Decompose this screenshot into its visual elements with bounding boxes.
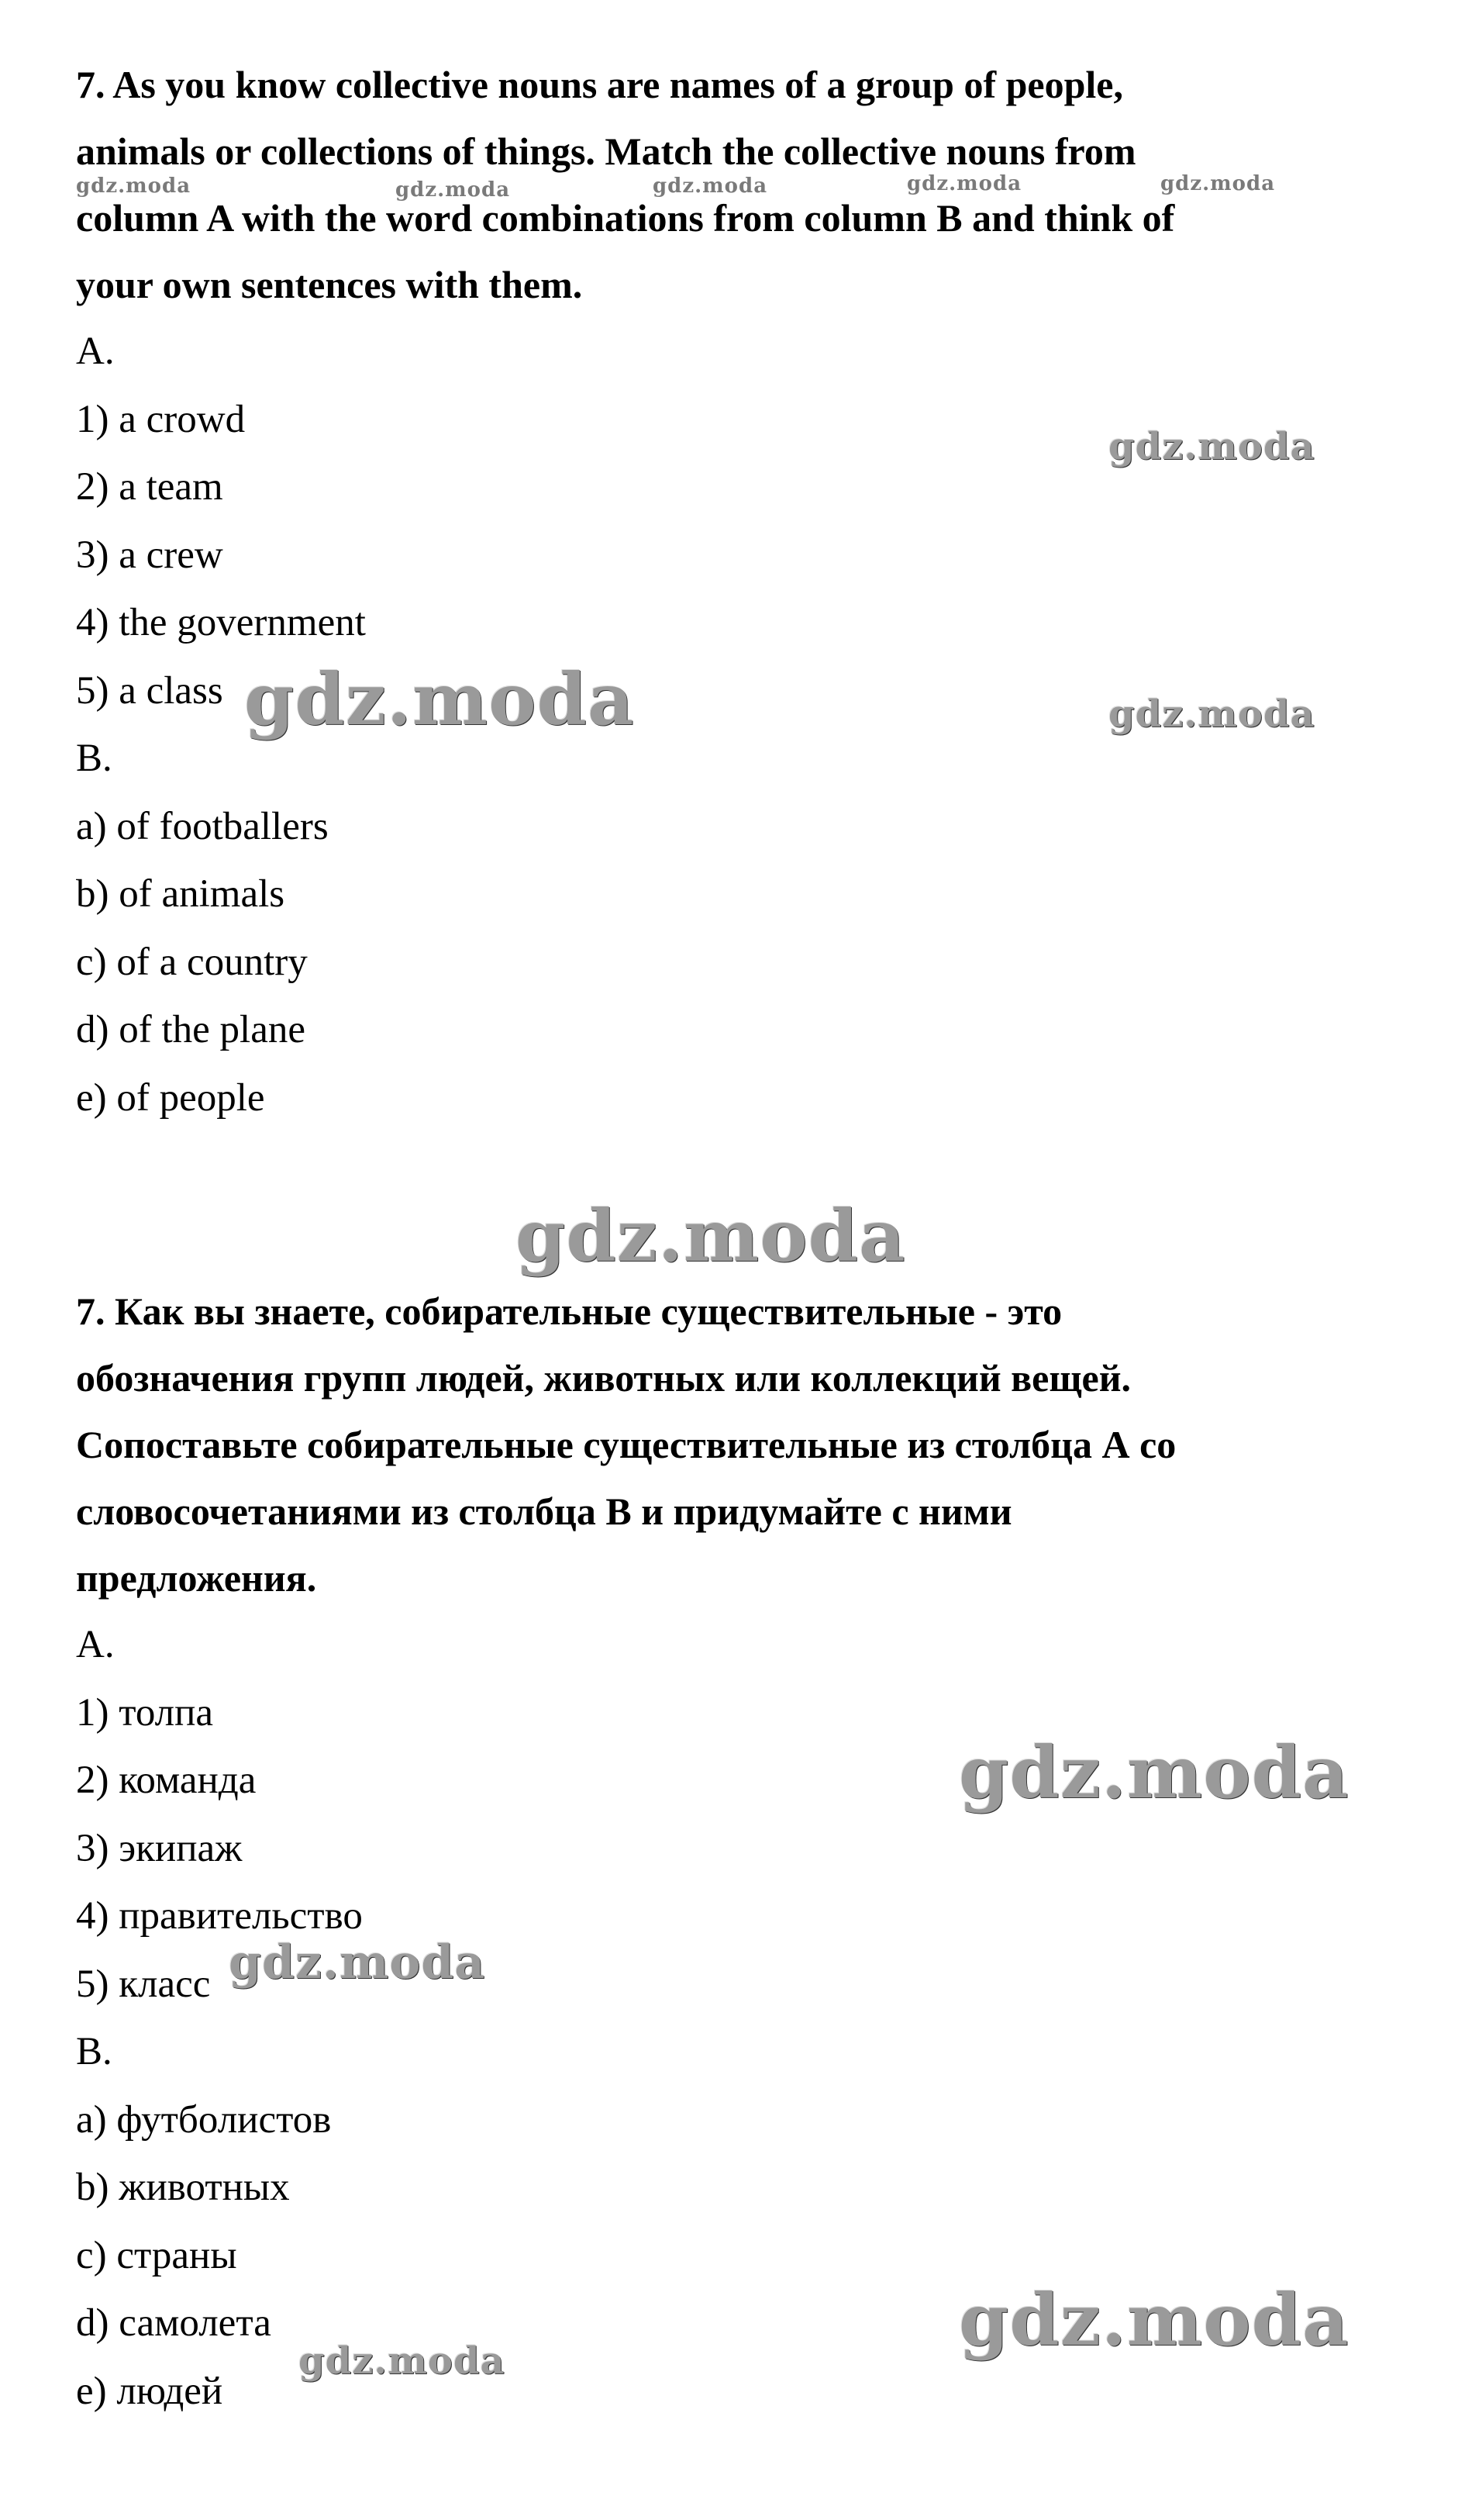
column-b-item: b) животных xyxy=(76,2166,290,2209)
column-a-item: 5) класс xyxy=(76,1962,211,2006)
task-line: словосочетаниями из столбца B и придумайте с ними xyxy=(76,1490,1012,1533)
column-b-item: e) of people xyxy=(76,1075,265,1120)
column-b-item: a) of footballers xyxy=(76,804,329,848)
task-line: column A with the word combinations from column B and think of xyxy=(76,196,1175,240)
column-b-item: d) of the plane xyxy=(76,1008,305,1051)
column-b-item: b) of animals xyxy=(76,872,285,916)
task-line: 7. Как вы знаете, собирательные существительные - это xyxy=(76,1289,1063,1333)
column-a-item: 1) a crowd xyxy=(76,397,246,441)
column-b-item: d) самолета xyxy=(76,2301,271,2345)
column-b-item: a) футболистов xyxy=(76,2097,332,2142)
column-a-item: 5) a class xyxy=(76,668,223,713)
task-line: предложения. xyxy=(76,1556,317,1600)
column-b-item: c) of a country xyxy=(76,940,308,984)
column-a-item: 3) экипаж xyxy=(76,1826,243,1870)
column-a-item: 3) a crew xyxy=(76,533,223,577)
column-a-item: 1) толпа xyxy=(76,1690,214,1735)
watermark: gdz.moda xyxy=(959,1731,1349,1814)
watermark: gdz.moda xyxy=(1108,425,1315,468)
watermark: gdz.moda xyxy=(298,2339,505,2383)
watermark: gdz.moda xyxy=(244,658,635,741)
watermark: gdz.moda xyxy=(653,174,768,198)
watermark: gdz.moda xyxy=(395,178,511,202)
column-b-label: B. xyxy=(76,2030,112,2073)
column-b-item: e) людей xyxy=(76,2369,223,2413)
column-b-item: c) страны xyxy=(76,2233,237,2277)
column-a-item: 4) правительство xyxy=(76,1894,363,1938)
watermark: gdz.moda xyxy=(1108,692,1315,736)
watermark: gdz.moda xyxy=(229,1935,486,1990)
watermark: gdz.moda xyxy=(959,2278,1349,2362)
watermark: gdz.moda xyxy=(515,1194,906,1278)
task-line: Сопоставьте собирательные существительные из столбца А со xyxy=(76,1423,1177,1466)
column-a-item: 4) the government xyxy=(76,601,366,644)
watermark: gdz.moda xyxy=(907,172,1022,195)
task-line: animals or collections of things. Match the collective nouns from xyxy=(76,129,1136,173)
russian-section xyxy=(76,1278,1394,2425)
column-a-label: A. xyxy=(76,330,115,373)
column-a-item: 2) команда xyxy=(76,1759,257,1802)
task-line: your own sentences with them. xyxy=(76,263,583,306)
column-b-label: B. xyxy=(76,737,112,780)
task-line: 7. As you know collective nouns are names of a group of people, xyxy=(76,63,1124,106)
column-a-item: 2) a team xyxy=(76,465,223,509)
column-a-label: А. xyxy=(76,1623,115,1666)
task-line: обозначения групп людей, животных или коллекций вещей. xyxy=(76,1356,1132,1400)
watermark: gdz.moda xyxy=(76,174,191,198)
watermark: gdz.moda xyxy=(1160,172,1276,195)
english-section xyxy=(76,51,1394,1132)
